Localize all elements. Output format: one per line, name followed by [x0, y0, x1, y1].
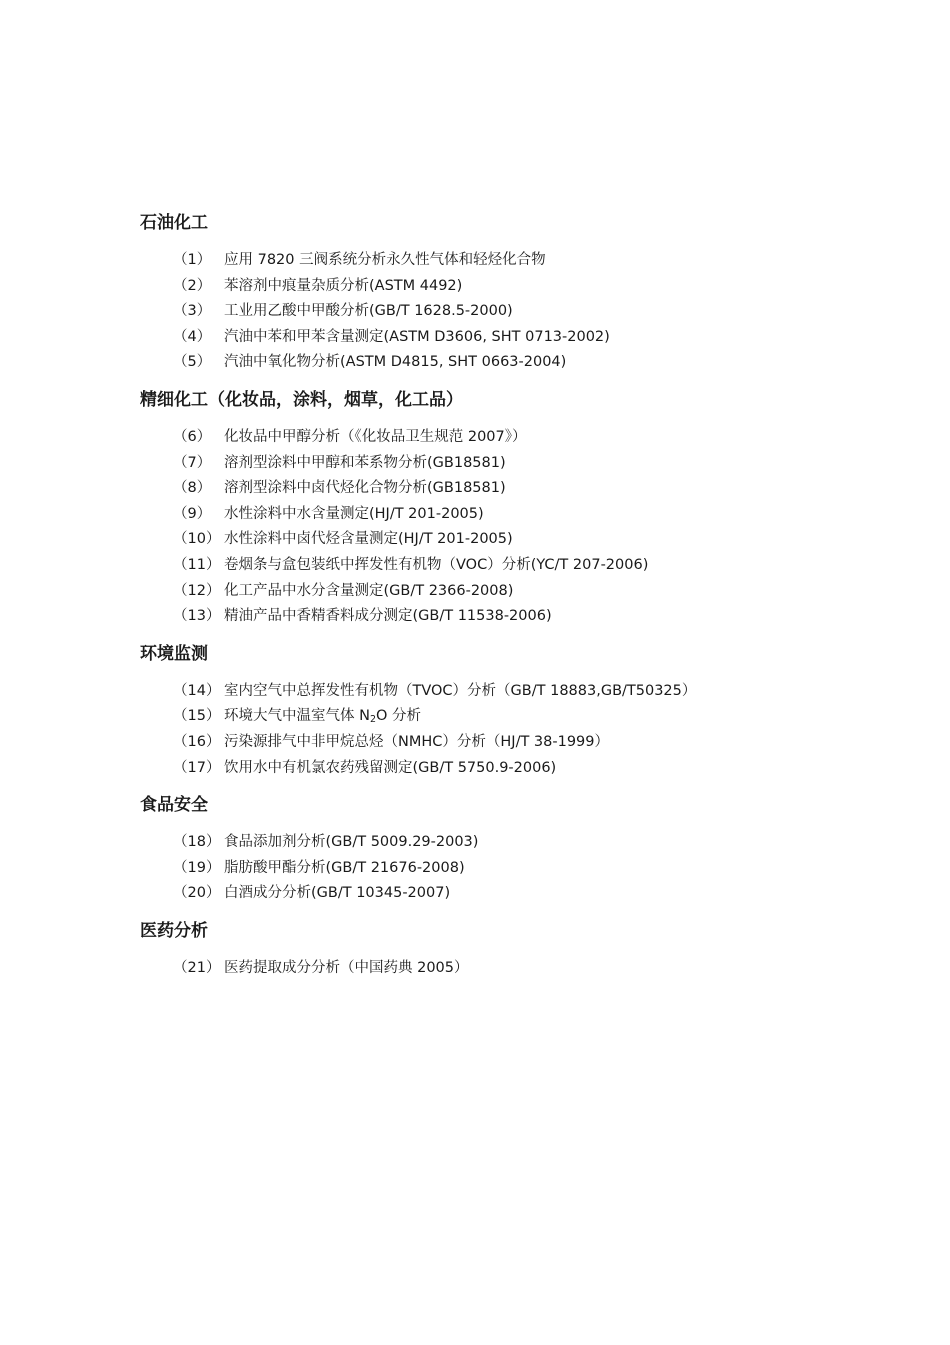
- item-text: 汽油中氧化物分析(ASTM D4815, SHT 0663-2004): [224, 354, 567, 371]
- list-item: [140, 679, 860, 705]
- item-text-part: 环境大气中温室气体 N: [224, 708, 370, 725]
- item-number: （13）: [173, 608, 221, 625]
- item-text: 医药提取成分分析（中国药典 2005）: [224, 959, 469, 976]
- item-number: （18）: [173, 834, 221, 851]
- list-item: [140, 956, 860, 982]
- item-text: 水性涂料中水含量测定(HJ/T 201-2005): [224, 505, 484, 522]
- item-number: （5）: [173, 354, 212, 371]
- item-text: 污染源排气中非甲烷总烃（NMHC）分析（HJ/T 38-1999）: [224, 733, 609, 750]
- item-text: 白酒成分分析(GB/T 10345-2007): [224, 885, 451, 902]
- section-title-fine-chemical: 精细化工（化妆品，涂料，烟草，化工品）: [140, 389, 463, 410]
- item-text: 水性涂料中卤代烃含量测定(HJ/T 201-2005): [224, 531, 513, 548]
- section-list-petrochemical: [140, 248, 860, 376]
- list-item: [140, 502, 860, 528]
- item-text: 化妆品中甲醇分析（《化妆品卫生规范 2007》）: [224, 428, 527, 445]
- list-item: [140, 553, 860, 579]
- item-number: （6）: [173, 428, 212, 445]
- list-item: [140, 579, 860, 605]
- list-item: [140, 856, 860, 882]
- list-item: [140, 756, 860, 782]
- list-item: [140, 299, 860, 325]
- item-text: 溶剂型涂料中甲醇和苯系物分析(GB18581): [224, 454, 506, 471]
- item-text: 工业用乙酸中甲酸分析(GB/T 1628.5-2000): [224, 303, 513, 320]
- item-text: 精油产品中香精香料成分测定(GB/T 11538-2006): [224, 608, 552, 625]
- item-number: （16）: [173, 733, 221, 750]
- item-number: （7）: [173, 454, 212, 471]
- list-item: [140, 274, 860, 300]
- list-item: [140, 704, 860, 730]
- item-number: （8）: [173, 480, 212, 497]
- section-list-environmental-monitoring: [140, 679, 860, 781]
- section-list-food-safety: [140, 830, 860, 907]
- list-item: [140, 451, 860, 477]
- item-number: （4）: [173, 328, 212, 345]
- item-text: 溶剂型涂料中卤代烃化合物分析(GB18581): [224, 480, 506, 497]
- list-item: [140, 604, 860, 630]
- item-text: 苯溶剂中痕量杂质分析(ASTM 4492): [224, 277, 463, 294]
- list-item: [140, 881, 860, 907]
- section-title-petrochemical: 石油化工: [140, 213, 208, 233]
- list-item: [140, 248, 860, 274]
- item-text: 应用 7820 三阀系统分析永久性气体和轻烃化合物: [224, 252, 546, 268]
- item-number: （15）: [173, 708, 221, 725]
- list-item: [140, 350, 860, 376]
- item-number: （19）: [173, 859, 221, 876]
- item-number: （20）: [173, 885, 221, 902]
- item-number: （12）: [173, 582, 221, 599]
- item-number: （10）: [173, 531, 221, 548]
- item-number: （2）: [173, 277, 212, 294]
- list-item: [140, 730, 860, 756]
- list-item: [140, 476, 860, 502]
- item-number: （17）: [173, 759, 221, 776]
- item-number: （21）: [173, 959, 221, 976]
- item-text: 食品添加剂分析(GB/T 5009.29-2003): [224, 834, 479, 851]
- item-text: 室内空气中总挥发性有机物（TVOC）分析（GB/T 18883,GB/T50325）: [224, 682, 697, 699]
- subscript-digit: 2: [369, 714, 377, 726]
- section-title-food-safety: 食品安全: [140, 795, 208, 816]
- item-text: [224, 704, 421, 730]
- item-text: 饮用水中有机氯农药残留测定(GB/T 5750.9-2006): [224, 759, 557, 776]
- list-item: [140, 325, 860, 351]
- item-text: 脂肪酸甲酯分析(GB/T 21676-2008): [224, 859, 465, 876]
- item-number: （1）: [173, 252, 212, 268]
- section-list-fine-chemical: [140, 425, 860, 630]
- item-number: （14）: [173, 682, 221, 699]
- section-title-pharmaceutical-analysis: 医药分析: [140, 920, 208, 941]
- item-text: 卷烟条与盒包装纸中挥发性有机物（VOC）分析(YC/T 207-2006): [224, 556, 649, 573]
- item-number: （3）: [173, 303, 212, 320]
- section-list-pharmaceutical-analysis: [140, 956, 860, 982]
- item-number: （9）: [173, 505, 212, 522]
- document-content: [140, 210, 860, 992]
- item-text: 汽油中苯和甲苯含量测定(ASTM D3606, SHT 0713-2002): [224, 328, 610, 345]
- item-number: （11）: [173, 556, 221, 573]
- list-item: [140, 425, 860, 451]
- section-title-environmental-monitoring: 环境监测: [140, 643, 208, 664]
- item-text-part: O 分析: [376, 708, 422, 725]
- item-text: 化工产品中水分含量测定(GB/T 2366-2008): [224, 582, 514, 599]
- list-item: [140, 527, 860, 553]
- list-item: [140, 830, 860, 856]
